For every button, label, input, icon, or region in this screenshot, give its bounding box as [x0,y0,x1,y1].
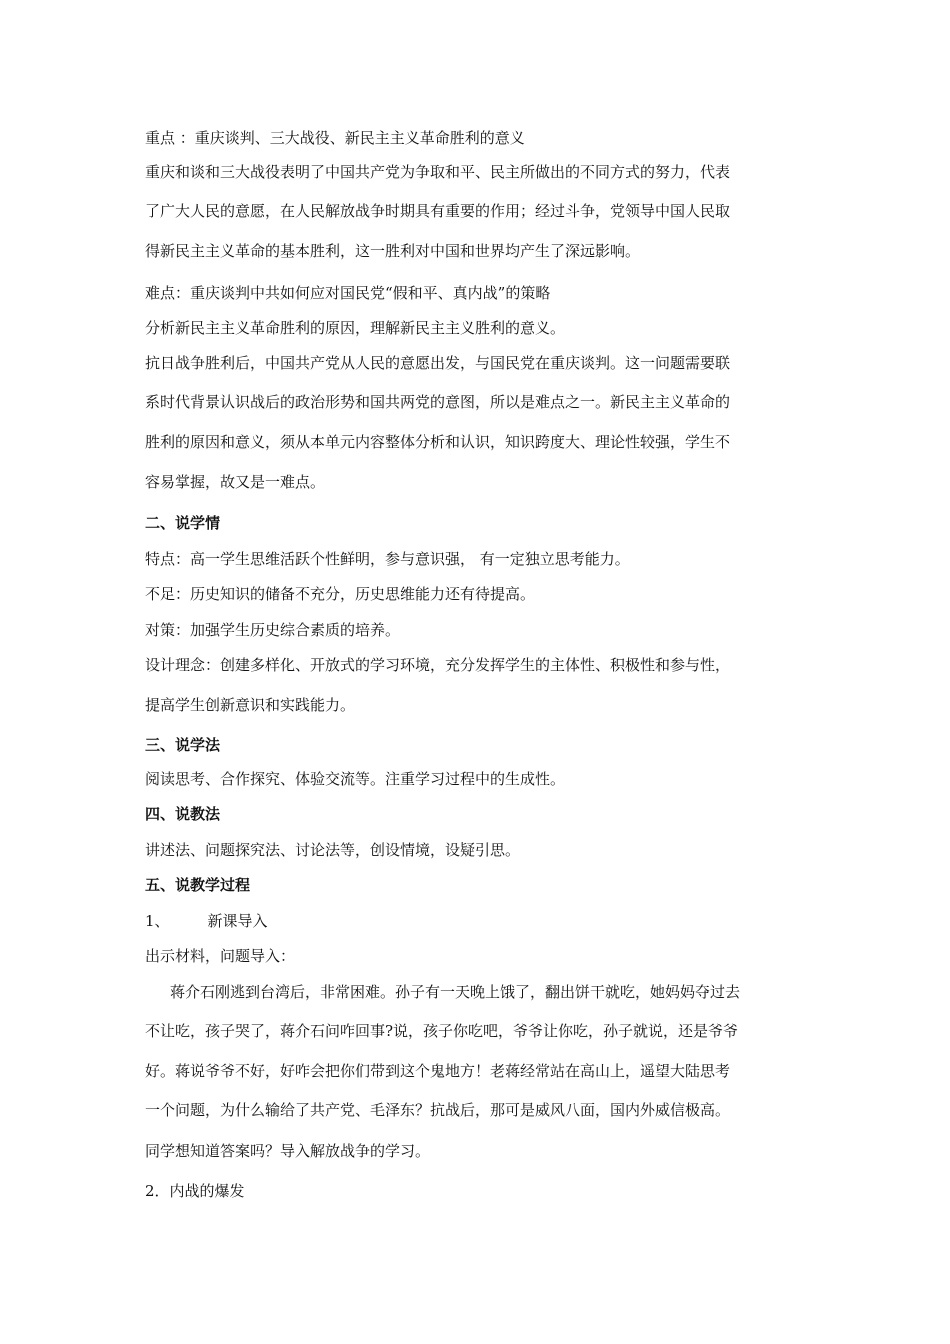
item-number: 1、 [145,912,170,930]
paragraph-line: 重庆和谈和三大战役表明了中国共产党为争取和平、民主所做出的不同方式的努力，代表 [145,163,731,181]
story-line: 同学想知道答案吗？导入解放战争的学习。 [145,1142,431,1160]
section-heading-4: 四、说教法 [145,805,221,823]
numbered-heading: 2．内战的爆发 [145,1182,245,1200]
section-heading-5: 五、说教学过程 [145,876,251,894]
paragraph-line: 系时代背景认识战后的政治形势和国共两党的意图，所以是难点之一。新民主主义革命的 [145,393,731,411]
paragraph-line: 容易掌握，故又是一难点。 [145,473,326,491]
paragraph-line: 不足：历史知识的储备不充分，历史思维能力还有待提高。 [145,585,536,603]
paragraph-line: 胜利的原因和意义，须从本单元内容整体分析和认识，知识跨度大、理论性较强，学生不 [145,433,731,451]
paragraph-line: 了广大人民的意愿，在人民解放战争时期具有重要的作用；经过斗争，党领导中国人民取 [145,202,731,220]
paragraph-line: 讲述法、问题探究法、讨论法等，创设情境，设疑引思。 [145,841,521,859]
story-line: 蒋介石刚逃到台湾后，非常困难。孙子有一天晚上饿了，翻出饼干就吃，她妈妈夺过去 [170,983,741,1001]
story-line: 好。蒋说爷爷不好，好咋会把你们带到这个鬼地方！老蒋经常站在高山上，遥望大陆思考 [145,1062,731,1080]
paragraph-line: 阅读思考、合作探究、体验交流等。注重学习过程中的生成性。 [145,770,566,788]
story-line: 不让吃，孩子哭了，蒋介石问咋回事?说，孩子你吃吧，爷爷让你吃，孙子就说，还是爷爷 [145,1022,739,1040]
paragraph-line: 得新民主主义革命的基本胜利，这一胜利对中国和世界均产生了深远影响。 [145,242,641,260]
item-title: 新课导入 [207,912,268,930]
paragraph-line: 出示材料，问题导入： [145,947,296,965]
section-heading-2: 二、说学情 [145,514,221,532]
paragraph-line: 对策：加强学生历史综合素质的培养。 [145,621,401,639]
paragraph-line: 特点：高一学生思维活跃个性鲜明，参与意识强， 有一定独立思考能力。 [145,550,630,568]
paragraph-line: 设计理念：创建多样化、开放式的学习环境，充分发挥学生的主体性、积极性和参与性， [145,656,731,674]
paragraph-line: 分析新民主主义革命胜利的原因，理解新民主主义胜利的意义。 [145,319,566,337]
difficult-points-line: 难点：重庆谈判中共如何应对国民党“假和平、真内战”的策略 [145,284,551,302]
section-heading-3: 三、说学法 [145,736,221,754]
key-points-line: 重点 ：重庆谈判、三大战役、新民主主义革命胜利的意义 [145,129,525,147]
numbered-item [145,911,268,931]
paragraph-line: 抗日战争胜利后，中国共产党从人民的意愿出发，与国民党在重庆谈判。这一问题需要联 [145,354,731,372]
story-line: 一个问题，为什么输给了共产党、毛泽东？抗战后，那可是威风八面，国内外威信极高。 [145,1101,731,1119]
paragraph-line: 提高学生创新意识和实践能力。 [145,696,356,714]
